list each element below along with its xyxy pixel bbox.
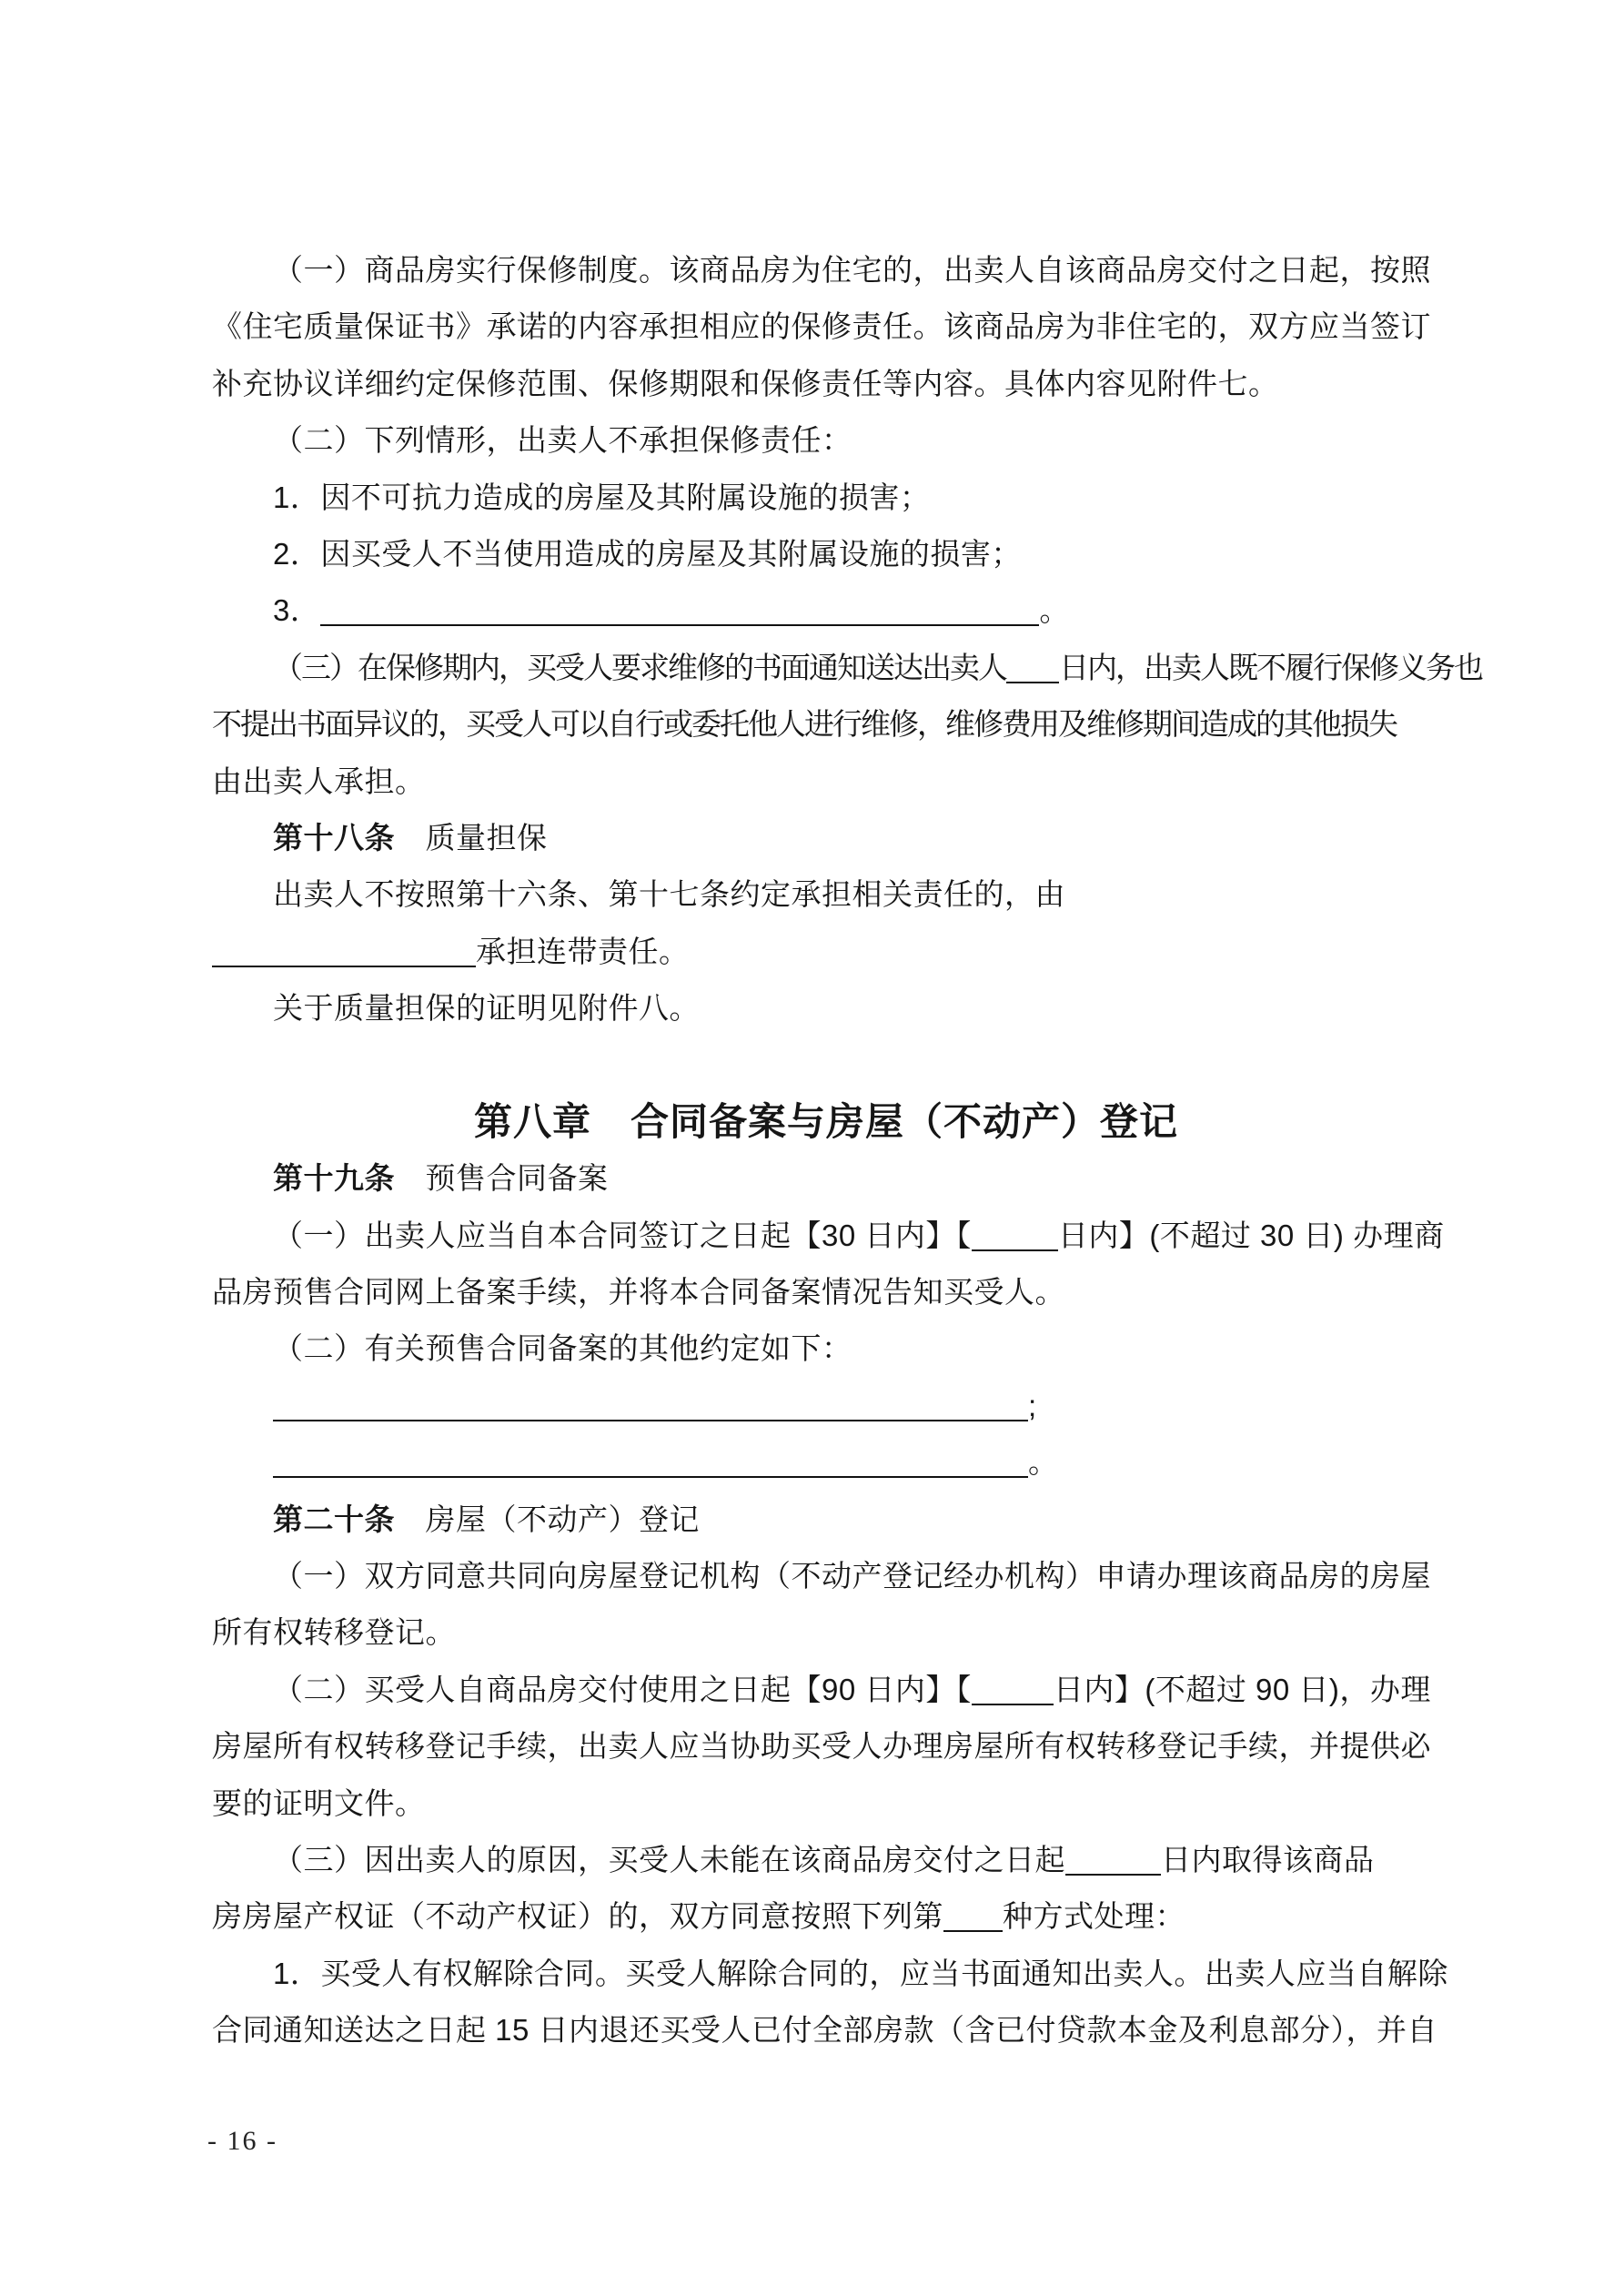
- text-line: [212, 754, 1440, 810]
- text-line: [212, 1832, 1440, 1888]
- text-run: （二）下列情形，出卖人不承担保修责任：: [273, 423, 852, 458]
- text-line: [212, 640, 1482, 696]
- text-run: 。: [1028, 1445, 1059, 1480]
- clause-label: 第二十条: [273, 1502, 395, 1536]
- clause-label: 第八章 合同备案与房屋（不动产）登记: [473, 1099, 1178, 1143]
- text-run: 房屋所有权转移登记手续，出卖人应当协助买受人办理房屋所有权转移登记手续，并提供必: [212, 1729, 1431, 1764]
- text-run: 质量担保: [395, 820, 548, 855]
- text-run: 日内】(不超过 90 日)，办理: [1053, 1672, 1431, 1706]
- text-run: （二）有关预售合同备案的其他约定如下：: [273, 1331, 852, 1366]
- text-line: [212, 1434, 1440, 1491]
- blank-field-underline: [972, 1248, 1058, 1251]
- text-run: 种方式处理：: [1003, 1899, 1185, 1934]
- text-run: （三）在保修期内，买受人要求维修的书面通知送达出卖人: [273, 650, 1006, 684]
- text-line: [212, 810, 1440, 866]
- text-run: 日内，出卖人既不履行保修义务也: [1059, 650, 1482, 684]
- contract-body: [212, 242, 1482, 2059]
- text-run: 《住宅质量保证书》承诺的内容承担相应的保修责任。该商品房为非住宅的，双方应当签订: [212, 309, 1431, 344]
- text-run: 房屋（不动产）登记: [395, 1502, 700, 1536]
- blank-field-underline: [212, 964, 476, 967]
- clause-label: 第十八条: [273, 820, 395, 855]
- text-line: [212, 1378, 1440, 1434]
- text-line: [212, 412, 1440, 469]
- text-line: [212, 1492, 1440, 1548]
- text-run: 预售合同备案: [395, 1161, 609, 1196]
- blank-field-underline: [273, 1474, 1028, 1478]
- text-run: 日内取得该商品: [1161, 1842, 1375, 1876]
- text-run: （一）出卖人应当自本合同签订之日起【30 日内】【: [273, 1218, 972, 1252]
- text-line: [212, 526, 1440, 582]
- blank-field-underline: [972, 1702, 1054, 1705]
- text-run: 关于质量担保的证明见附件八。: [273, 991, 700, 1026]
- text-run: 不提出书面异议的，买受人可以自行或委托他人进行维修，维修费用及维修期间造成的其他损失: [212, 707, 1397, 742]
- text-line: [212, 1718, 1440, 1775]
- blank-field-underline: [273, 1418, 1028, 1421]
- text-run: 出卖人不按照第十六条、第十七条约定承担相关责任的，由: [273, 877, 1065, 912]
- blank-field-underline: [943, 1928, 1003, 1932]
- text-line: [212, 356, 1440, 412]
- text-line: [212, 242, 1440, 298]
- text-run: 房房屋产权证（不动产权证）的，双方同意按照下列第: [212, 1899, 943, 1934]
- text-line: [212, 924, 1440, 980]
- text-line: [212, 1662, 1440, 1718]
- text-run: （一）商品房实行保修制度。该商品房为住宅的，出卖人自该商品房交付之日起，按照: [273, 253, 1431, 287]
- blank-field-underline: [1065, 1872, 1161, 1876]
- text-run: ;: [1028, 1388, 1037, 1422]
- text-line: [212, 470, 1440, 526]
- text-line: [212, 696, 1440, 753]
- text-line: [212, 1604, 1440, 1661]
- spacer-line: [212, 1037, 1440, 1093]
- text-run: 合同通知送达之日起 15 日内退还买受人已付全部房款（含已付贷款本金及利息部分），并自: [212, 2013, 1438, 2048]
- text-run: 所有权转移登记。: [212, 1615, 456, 1650]
- text-line: [212, 298, 1440, 355]
- text-line: [212, 1888, 1440, 1945]
- text-line: [212, 1775, 1440, 1832]
- text-line: [212, 1208, 1445, 1264]
- text-run: 由出卖人承担。: [212, 764, 426, 798]
- text-line: [212, 866, 1440, 923]
- text-line: [212, 1264, 1440, 1320]
- text-run: （三）因出卖人的原因，买受人未能在该商品房交付之日起: [273, 1842, 1065, 1876]
- text-line: [212, 1946, 1448, 2002]
- text-line: [212, 980, 1440, 1037]
- text-run: （二）买受人自商品房交付使用之日起【90 日内】【: [273, 1672, 972, 1706]
- text-run: 承担连带责任。: [476, 934, 690, 968]
- text-run: 日内】(不超过 30 日) 办理商: [1057, 1218, 1445, 1252]
- blank-field-underline: [320, 622, 1039, 626]
- text-run: （一）双方同意共同向房屋登记机构（不动产登记经办机构）申请办理该商品房的房屋: [273, 1558, 1431, 1593]
- text-line: [212, 1548, 1440, 1604]
- chapter-heading: [212, 1094, 1440, 1150]
- page-number: - 16 -: [207, 2126, 277, 2156]
- text-line: [212, 2002, 1440, 2058]
- clause-label: 第十九条: [273, 1161, 395, 1196]
- text-run: 3．: [273, 593, 321, 628]
- text-line: [212, 1320, 1440, 1377]
- text-run: 1．因不可抗力造成的房屋及其附属设施的损害；: [273, 480, 931, 514]
- text-run: 2．因买受人不当使用造成的房屋及其附属设施的损害；: [273, 536, 1022, 571]
- text-line: [212, 582, 1440, 639]
- text-run: 补充协议详细约定保修范围、保修期限和保修责任等内容。具体内容见附件七。: [212, 366, 1279, 400]
- text-line: [212, 1150, 1440, 1207]
- text-run: 品房预售合同网上备案手续，并将本合同备案情况告知买受人。: [212, 1275, 1065, 1310]
- text-run: 要的证明文件。: [212, 1785, 426, 1820]
- text-run: 1．买受人有权解除合同。买受人解除合同的，应当书面通知出卖人。出卖人应当自解除: [273, 1956, 1448, 1990]
- text-run: 。: [1039, 593, 1070, 628]
- blank-field-underline: [1006, 680, 1059, 683]
